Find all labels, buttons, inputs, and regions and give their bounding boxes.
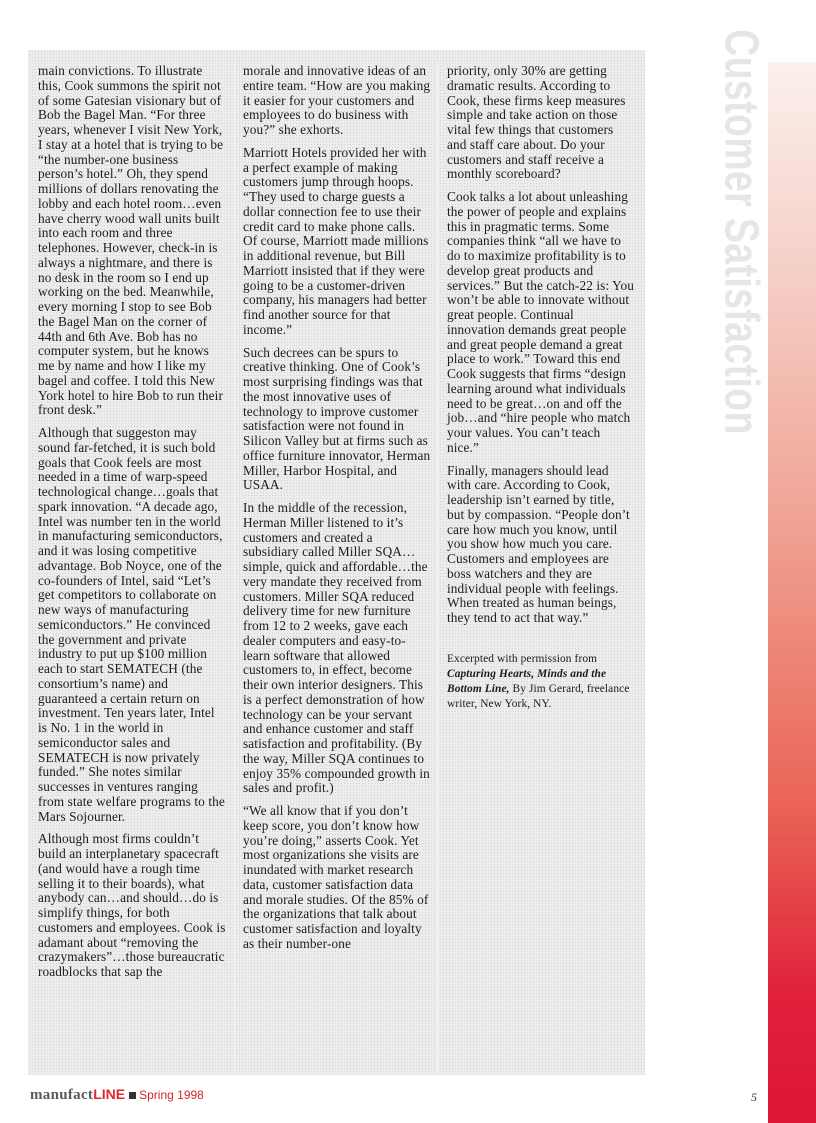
paragraph: Finally, managers should lead with care. According to Cook, leadership isn’t earned by title, but by compassion. “People don’t care how much you know, until you show how much you care. Customers and employees are boss watchers and they are individual people with feelings. When treated as human beings, they tend to act that way.” xyxy=(447,462,630,625)
side-color-strip xyxy=(768,62,816,1123)
footer xyxy=(30,1086,204,1104)
section-title: Customer Satisfaction xyxy=(714,29,768,435)
paragraph: morale and innovative ideas of an entire team. “How are you making it easier for your customers and employees to do business with you?” she exhorts. xyxy=(243,63,431,137)
credit-lead: Excerpted with permission from xyxy=(447,652,598,665)
column-divider xyxy=(437,62,438,1072)
paragraph: Marriott Hotels provided her with a perfect example of making customers jump through hoops. “They used to charge guests a dollar connection fee to use their credit card to make phone calls. Of course, Marriott made millions in additional revenue, but Bill Marriott insisted that if they were going to be a customer-driven company, his managers had better find another source for that income.” xyxy=(243,144,429,337)
excerpt-credit xyxy=(447,652,635,712)
brand-accent: LINE xyxy=(93,1086,126,1102)
paragraph: In the middle of the recession, Herman Miller listened to it’s customers and created a subsidiary called Miller SQA…simple, quick and affordable…the very mandate they received from customers. Miller SQA reduced delivery time for new furniture from 12 to 2 weeks, gave each dealer computers and easy-to-learn software that allowed customers to, in effect, become their own interior designers. This is a perfect demonstration of how technology can be your servant and enhance customer and staff satisfaction and profitability. (By the way, Miller SQA continues to enjoy 35% compounded growth in sales and profit.) xyxy=(243,500,430,796)
article-column-3 xyxy=(447,64,635,712)
book-title: Capturing Hearts, Minds and the Bottom Line, xyxy=(447,667,607,695)
bullet-icon xyxy=(129,1092,136,1099)
paragraph: Such decrees can be spurs to creative thinking. One of Cook’s most surprising findings was that the most innovative uses of technology to improve customer satisfaction were not found in Silicon Valley but at firms such as office furniture innovator, Herman Miller, Harbor Hospital, and USAA. xyxy=(243,344,431,493)
paragraph: “We all know that if you don’t keep score, you don’t know how you’re doing,” asserts Cook. Yet most organizations she visits are inundated with market research data, customer satisfaction data and morale studies. Of the 85% of the organizations that talk about customer satisfaction and loyalty as their number-one xyxy=(243,803,429,951)
credit-role: freelance writer, New York, NY. xyxy=(447,682,630,710)
credit-author: By Jim Gerard, xyxy=(512,682,584,695)
article-column-1 xyxy=(38,64,226,988)
paragraph: Although that suggeston may sound far-fetched, it is such bold goals that Cook feels are most needed in a time of warp-speed technological change…goals that spark innovation. “A decade ago, Intel was number ten in the world in manufacturing semiconductors, and it was losing competitive advantage. Bob Noyce, one of the co-founders of Intel, said “Let’s get competitors to collaborate on new ways of manufacturing semiconductors.” He convinced the government and private industry to put up $100 million each to start SEMATECH (the consortium’s name) and guaranteed a certain return on investment. Ten years later, Intel is No. 1 in the world in semiconductor sales and SEMATECH is now privately funded.” She notes similar successes in ventures ranging from state welfare programs to the Mars Sojourner. xyxy=(38,425,225,824)
paragraph: Although most firms couldn’t build an interplanetary spacecraft (and would have a rough time selling it to their boards), what anybody can…and should…do is simplify things, for both customers and employees. Cook is adamant about “removing the crazymakers”…those bureaucratic roadblocks that sap the xyxy=(38,831,226,979)
brand-name: manufact xyxy=(30,1087,94,1103)
paragraph: priority, only 30% are getting dramatic results. According to Cook, these firms keep measures simple and take action on those vital few things that customers and staff care about. Do your customers and staff receive a monthly scoreboard? xyxy=(447,63,626,182)
issue-date: Spring 1998 xyxy=(139,1088,204,1102)
column-divider xyxy=(234,62,235,1072)
article-column-2 xyxy=(243,64,431,960)
page-number: 5 xyxy=(751,1090,757,1104)
paragraph: main convictions. To illustrate this, Cook summons the spirit not of some Gatesian visionary but of Bob the Bagel Man. “For three years, whenever I visit New York, I stay at a hotel that is trying to be “the number-one business person’s hotel.” Oh, they spend millions of dollars renovating the lobby and each hotel room…even have cherry wood wall units built into each room and three telephones. However, check-in is always a nightmare, and there is no desk in the room so I end up working on the bed. Meanwhile, every morning I stop to see Bob the Bagel Man on the corner of 44th and 6th Ave. Bob has no computer system, but he knows me by name and how I like my bagel and coffee. I told this New York hotel to hire Bob to run their front desk.” xyxy=(38,63,224,418)
paragraph: Cook talks a lot about unleashing the power of people and explains this in pragmatic terms. Some companies think “all we have to do to maximize profitability is to develop great products and services.” But the catch-22 is: You won’t be able to innovate without great people. Continual innovation demands great people and great people demand a great place to work.” Toward this end Cook suggests that firms “design learning around what individuals need to be great…on and off the job…and “hire people who match your values. You can’t teach nice.” xyxy=(447,189,635,455)
